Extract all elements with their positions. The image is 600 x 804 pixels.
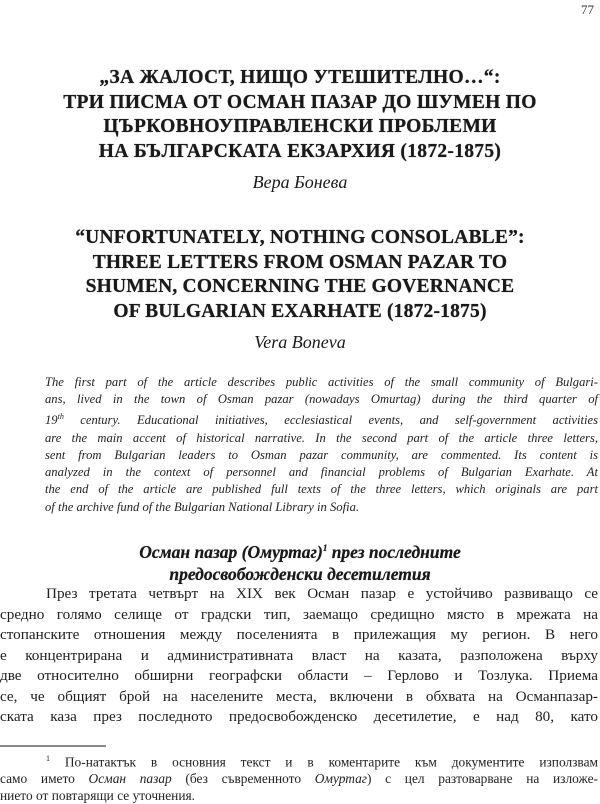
footnote-line — [0, 750, 598, 770]
abstract-line: ans, lived in the town of Osman pazar (nowadays Omurtag) during the third quarter of — [45, 392, 598, 407]
abstract-line: are the main accent of historical narrative. In the second part of the article three letters, — [45, 430, 598, 445]
footnote — [0, 750, 598, 804]
title-line: “UNFORTUNATELY, NOTHING CONSOLABLE”: — [75, 227, 525, 248]
author-name-bulgarian: Вера Бонева — [252, 172, 348, 192]
footnote-emphasis: Омуртаг — [314, 771, 368, 787]
body-line: се, че общият брой на населените места, включени в обхвата на Османпазар- — [0, 687, 598, 705]
footnote-divider — [0, 745, 106, 747]
body-line: През третата четвърт на XIX век Осман пазар е устойчиво развиващо се — [46, 585, 598, 602]
footnote-text: По-натактък в основния текст и в коментарите към документите използвам — [50, 754, 598, 770]
footnote-line — [0, 770, 598, 787]
abstract-century-number: 19 — [45, 413, 58, 428]
body-line: средно голямо селище от градски тип, заемащо средищно място в мрежата на — [0, 605, 598, 623]
article-title-bulgarian — [0, 66, 600, 164]
page-number: 77 — [581, 2, 594, 17]
title-line: SHUMEN, CONCERNING THE GOVERNANCE — [85, 276, 515, 297]
title-line: ЦЪРКОВНОУПРАВЛЕНСКИ ПРОБЛЕМИ — [103, 116, 497, 137]
abstract-line: sent from Bulgarian leaders to Osman pazar community, are commented. Its content is — [45, 448, 598, 462]
section-heading-line — [0, 537, 600, 563]
body-line: стопанските отношения между поселенията в прилежащия му регион. В него — [0, 626, 598, 643]
abstract-line: analyzed in the context of personnel and financial problems of Bulgarian Exarhate. At — [45, 465, 598, 480]
abstract — [45, 374, 598, 516]
title-line: ТРИ ПИСМА ОТ ОСМАН ПАЗАР ДО ШУМЕН ПО — [63, 91, 537, 113]
article-title-english — [0, 226, 600, 324]
section-heading-text: Осман пазар (Омуртаг) — [139, 541, 323, 562]
title-line: НА БЪЛГАРСКАТА ЕКЗАРХИЯ (1872-1875) — [98, 140, 502, 162]
title-line: THREE LETTERS FROM OSMAN PAZAR TO — [92, 251, 508, 273]
section-heading-text: през последните — [327, 541, 461, 562]
body-line: е концентрирана и административната власт на казата, разположена върху — [0, 646, 598, 664]
footnote-text: (без съвременното — [171, 771, 315, 787]
footnote-mark: 1 — [46, 754, 50, 763]
footnote-line: нието от повтарящи се уточнения. — [0, 788, 196, 804]
footnote-emphasis: Осман пазар — [88, 771, 172, 787]
author-name-english: Vera Boneva — [254, 332, 346, 352]
abstract-line — [45, 408, 598, 429]
body-line: ската каза през последното предосвобожденско десетилетие, е над 80, като — [0, 708, 598, 725]
section-heading — [0, 537, 600, 585]
abstract-line: of the archive fund of the Bulgarian National Library in Sofia. — [45, 499, 360, 514]
title-line: OF BULGARIAN EXARHATE (1872-1875) — [113, 300, 487, 322]
abstract-line-rest: century. Educational initiatives, ecclesiastical events, and self-government activities — [63, 413, 598, 428]
section-heading-line: предосвобожденски десетилетия — [169, 563, 431, 584]
title-line: „ЗА ЖАЛОСТ, НИЩО УТЕШИТЕЛНО…“: — [99, 67, 501, 88]
abstract-ordinal-suffix: th — [57, 412, 64, 422]
footnote-text: само името — [0, 771, 89, 787]
body-paragraph — [0, 584, 598, 728]
footnote-text: ) с цел разтоварване на изложе- — [367, 771, 598, 787]
abstract-line: the end of the article are published full texts of the three letters, which originals are part — [45, 482, 598, 497]
footnote-reference[interactable]: 1 — [322, 543, 328, 553]
body-line: две относително обширни географски области – Герлово и Тозлука. Приема — [0, 667, 598, 684]
abstract-line: The first part of the article describes public activities of the small community of Bulgari- — [45, 375, 598, 389]
